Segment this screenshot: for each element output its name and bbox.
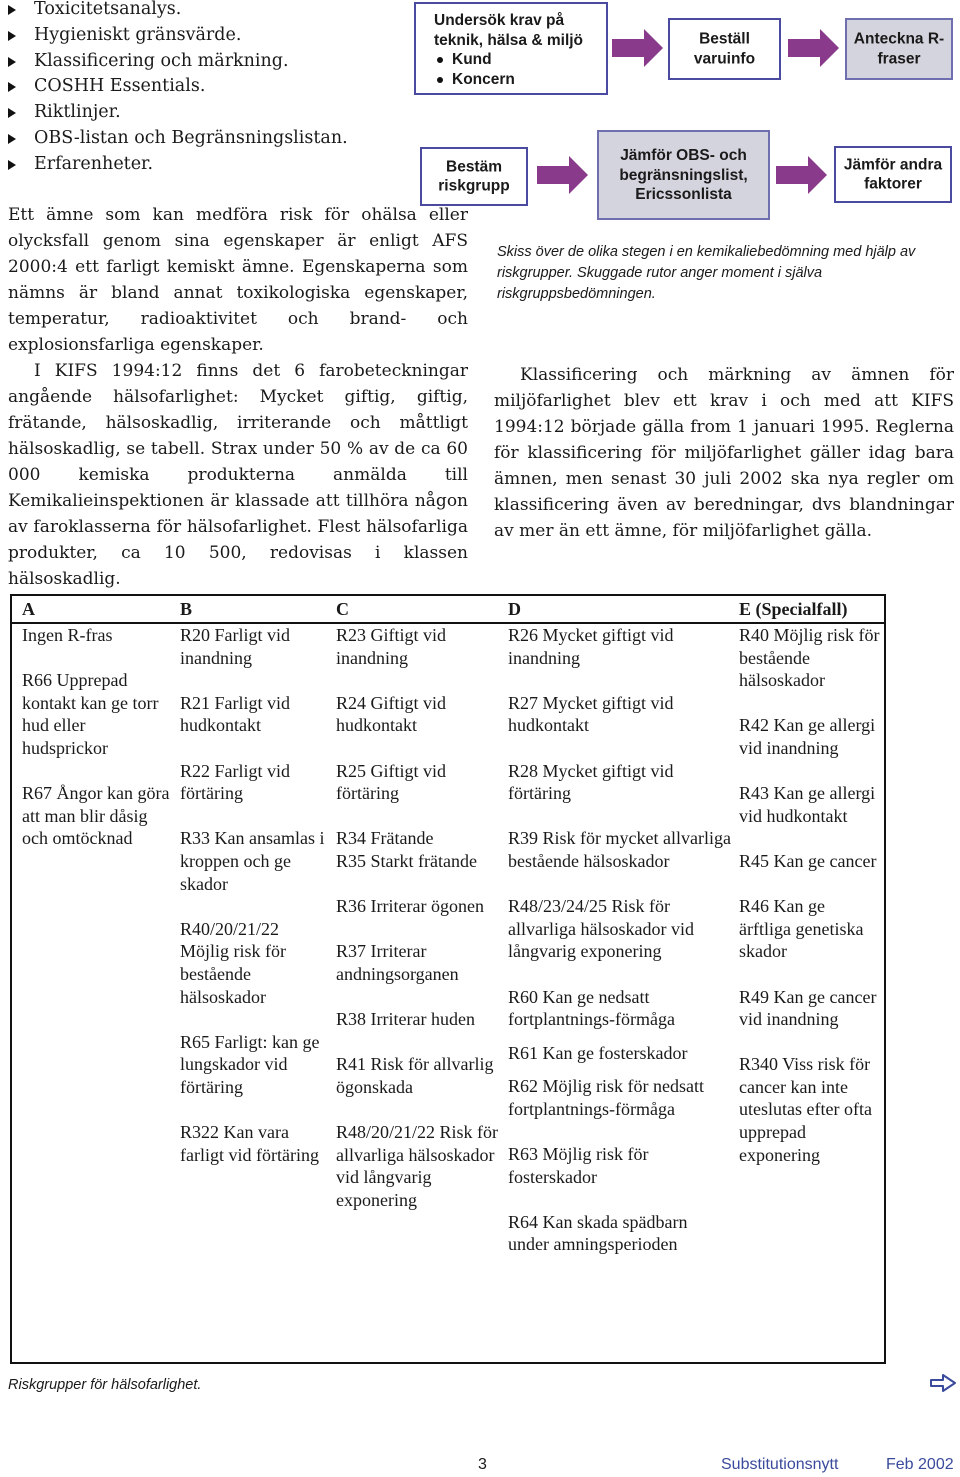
bullet-item: Hygieniskt gränsvärde.	[8, 23, 408, 49]
paragraph: Klassificering och märkning av ämnen för miljöfarlighet blev ett krav i och med att KIFS 1994:12 började gälla from 1 januari 1995. Reglerna för klassificering för miljöfarlighet gäller idag bara ämnen, men senast 30 juli 2002 ska nya regler om klassificering även av beredningar, dvs blandningar av mer än ett ämne, för miljöfarlighet gälla.	[494, 365, 954, 541]
table-column-c	[336, 624, 500, 1211]
flow-arrow-icon	[612, 27, 664, 69]
bullet-arrow-icon	[8, 82, 16, 92]
bullet-arrow-icon	[8, 134, 16, 144]
left-body-text	[8, 202, 468, 592]
column-header: D	[508, 599, 521, 619]
diagram-box-compare-factors: Jämför andra faktorer	[834, 146, 952, 203]
issue-date: Feb 2002	[886, 1456, 954, 1473]
bullet-item: Toxicitetsanalys.	[8, 0, 408, 23]
bullet-item: OBS-listan och Begränsningslistan.	[8, 126, 408, 152]
r-phrase: R34 Frätande	[336, 828, 434, 849]
r-phrase: R60 Kan ge nedsatt fortplantnings-förmåga	[508, 986, 675, 1030]
r-phrase: R36 Irriterar ögonen	[336, 896, 484, 917]
r-phrase: R66 Upprepad kontakt kan ge torr hud eller hudsprickor	[22, 670, 159, 758]
r-phrase: R22 Farligt vid förtäring	[180, 760, 291, 804]
flow-arrow-icon	[788, 27, 840, 69]
r-phrase: R65 Farligt: kan ge lungskador vid förtäring	[180, 1031, 320, 1097]
box-list-item: Koncern	[434, 70, 606, 90]
r-phrase: R35 Starkt frätande	[336, 850, 477, 871]
r-phrase: R64 Kan skada spädbarn under amningsperioden	[508, 1211, 688, 1255]
continue-arrow-icon[interactable]	[930, 1374, 956, 1392]
r-phrase: R21 Farligt vid hudkontakt	[180, 692, 291, 736]
r-phrase: R67 Ångor kan göra att man blir dåsig och omtöcknad	[22, 783, 170, 849]
figure-caption: Skiss över de olika stegen i en kemikaliebedömning med hjälp av riskgrupper. Skuggade rutor anger moment i själva riskgruppsbedömningen.	[497, 244, 916, 302]
box-list	[434, 50, 606, 89]
r-phrase: R33 Kan ansamlas i kroppen och ge skador	[180, 828, 325, 894]
table-column-b	[180, 624, 328, 1166]
r-phrase: R61 Kan ge fosterskador	[508, 1042, 688, 1063]
r-phrase: R46 Kan ge ärftliga genetiska skador	[739, 896, 864, 962]
column-header: A	[22, 599, 35, 619]
risk-group-table	[10, 594, 886, 1364]
column-header: E (Specialfall)	[739, 599, 848, 619]
r-phrase: R40 Möjlig risk för bestående hälsoskador	[739, 625, 880, 691]
diagram-box-compare-lists: Jämför OBS- och begränsningslist, Ericssonlista	[597, 130, 770, 220]
bullet-arrow-icon	[8, 57, 16, 67]
r-phrase: R43 Kan ge allergi vid hudkontakt	[739, 783, 876, 826]
bullet-arrow-icon	[8, 5, 16, 15]
r-phrase: R48/20/21/22 Risk för allvarliga hälsoskador vid långvarig exponering	[336, 1122, 499, 1210]
bullet-arrow-icon	[8, 160, 16, 170]
bullet-arrow-icon	[8, 31, 16, 41]
r-phrase: R45 Kan ge cancer	[739, 850, 877, 871]
column-header: B	[180, 599, 193, 619]
table-caption: Riskgrupper för hälsofarlighet.	[8, 1377, 202, 1393]
r-phrase: R322 Kan vara farligt vid förtäring	[180, 1122, 319, 1165]
column-header: C	[336, 599, 349, 619]
r-phrase: R48/23/24/25 Risk för allvarliga hälsoskador vid långvarig exponering	[508, 896, 694, 962]
table-column-d	[508, 624, 732, 1256]
r-phrase: Ingen R-fras	[22, 625, 113, 645]
diagram-box-record-rphrases: Anteckna R-fraser	[845, 18, 953, 80]
box-list-item: Kund	[434, 50, 606, 70]
r-phrase: R41 Risk för allvarlig ögonskada	[336, 1054, 494, 1097]
paragraph: I KIFS 1994:12 finns det 6 farobeteckningar angående hälsofarlighet: Mycket giftig, giftig, frätande, hälsoskadlig, irriterande och måttligt hälsoskadlig, se tabell. Strax under 50 % av de ca 60 000 kemiska produkterna anmälda till Kemikalieinspektionen är klassade att tillhöra någon av faroklasserna för hälsofarlighet. Flest hälsofarliga produkter, ca 10 500, redovisas i klassen hälsoskadlig.	[8, 361, 468, 589]
diagram-box-determine-riskgroup: Bestäm riskgrupp	[420, 147, 528, 206]
r-phrase: R49 Kan ge cancer vid inandning	[739, 986, 877, 1030]
r-phrase: R42 Kan ge allergi vid inandning	[739, 715, 876, 758]
r-phrase: R23 Giftigt vid inandning	[336, 625, 447, 668]
r-phrase: R25 Giftigt vid förtäring	[336, 760, 447, 804]
r-phrase: R27 Mycket giftigt vid hudkontakt	[508, 692, 674, 736]
paragraph: Ett ämne som kan medföra risk för ohälsa eller olycksfall genom sina egenskaper är enligt AFS 2000:4 ett farligt kemiskt ämne. Egenskaperna som nämns är bland annat toxikologiska egenskaper, temperatur, radioaktivitet och brand- och explosionsfarliga egenskaper.	[8, 205, 468, 355]
bullet-item: Erfarenheter.	[8, 152, 408, 178]
r-phrase: R63 Möjlig risk för fosterskador	[508, 1144, 649, 1187]
r-phrase: R37 Irriterar andningsorganen	[336, 941, 459, 984]
r-phrase: R40/20/21/22 Möjlig risk för bestående hälsoskador	[180, 918, 286, 1007]
bullet-item: COSHH Essentials.	[8, 74, 408, 100]
table-column-a	[22, 624, 170, 850]
r-phrase: R39 Risk för mycket allvarliga bestående hälsoskador	[508, 828, 731, 871]
r-phrase: R340 Viss risk för cancer kan inte uteslutas efter ofta upprepad exponering	[739, 1054, 872, 1165]
diagram-box-requirements	[414, 2, 608, 95]
r-phrase: R38 Irriterar huden	[336, 1009, 475, 1030]
r-phrase: R62 Möjlig risk för nedsatt fortplantnings-förmåga	[508, 1076, 704, 1119]
diagram-box-order-info: Beställ varuinfo	[668, 18, 781, 80]
bullet-item: Klassificering och märkning.	[8, 49, 408, 75]
flow-arrow-icon	[537, 154, 589, 196]
table-column-e	[739, 624, 881, 1166]
bullet-arrow-icon	[8, 108, 16, 118]
r-phrase: R24 Giftigt vid hudkontakt	[336, 692, 447, 736]
flow-arrow-icon	[776, 154, 828, 196]
table-header-row	[12, 596, 884, 624]
r-phrase: R28 Mycket giftigt vid förtäring	[508, 760, 674, 804]
method-bullet-list	[8, 0, 408, 178]
box-title: Undersök krav på teknik, hälsa & miljö	[434, 12, 584, 49]
r-phrase: R20 Farligt vid inandning	[180, 625, 291, 668]
page-number: 3	[478, 1456, 487, 1473]
r-phrase: R26 Mycket giftigt vid inandning	[508, 625, 674, 668]
bullet-item: Riktlinjer.	[8, 100, 408, 126]
right-body-text	[494, 362, 954, 544]
publication-name: Substitutionsnytt	[721, 1456, 839, 1473]
